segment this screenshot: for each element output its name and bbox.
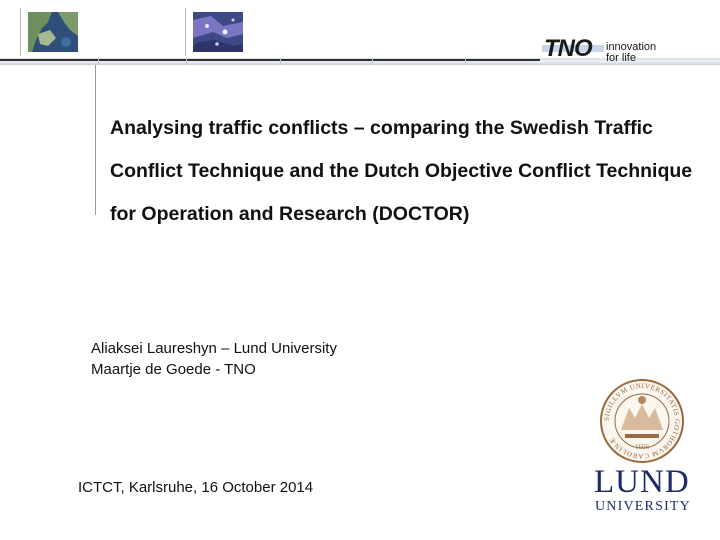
slide-title: Analysing traffic conflicts – comparing the Swedish Traffic Conflict Technique and the Dutch Objective Conflict Technique for Operation and Research (DOCTOR) xyxy=(110,117,693,225)
author-line: Maartje de Goede - TNO xyxy=(91,361,256,378)
lund-university-seal-icon xyxy=(599,378,685,464)
tno-tagline-line1: innovation xyxy=(606,41,657,53)
header-band-tick xyxy=(465,58,466,65)
lund-logo-name: LUND xyxy=(594,464,690,500)
header-divider xyxy=(185,8,186,56)
title-side-rule xyxy=(95,65,96,215)
header-band-tick xyxy=(98,58,99,65)
header-rule xyxy=(0,59,540,61)
header-divider xyxy=(20,8,21,56)
venue-date: ICTCT, Karlsruhe, 16 October 2014 xyxy=(78,479,314,496)
tno-tagline-line2: for life xyxy=(606,52,636,64)
seal-year: 1666 xyxy=(635,443,649,451)
header-band-tick xyxy=(372,58,373,65)
tno-logo: TNO xyxy=(544,35,592,62)
tno-tagline xyxy=(606,42,656,64)
satellite-image-night-icon xyxy=(193,12,243,52)
seal-ring-text: SIGILLVM UNIVERSITATIS GOTHORVM CAROLINÆ xyxy=(602,381,682,461)
author-list xyxy=(91,338,337,380)
header-band-tick xyxy=(186,58,187,65)
satellite-image-coast-icon xyxy=(28,12,78,52)
header-band-tick xyxy=(280,58,281,65)
lund-logo-university: UNIVERSITY xyxy=(595,499,691,514)
author-line: Aliaksei Laureshyn – Lund University xyxy=(91,340,337,357)
